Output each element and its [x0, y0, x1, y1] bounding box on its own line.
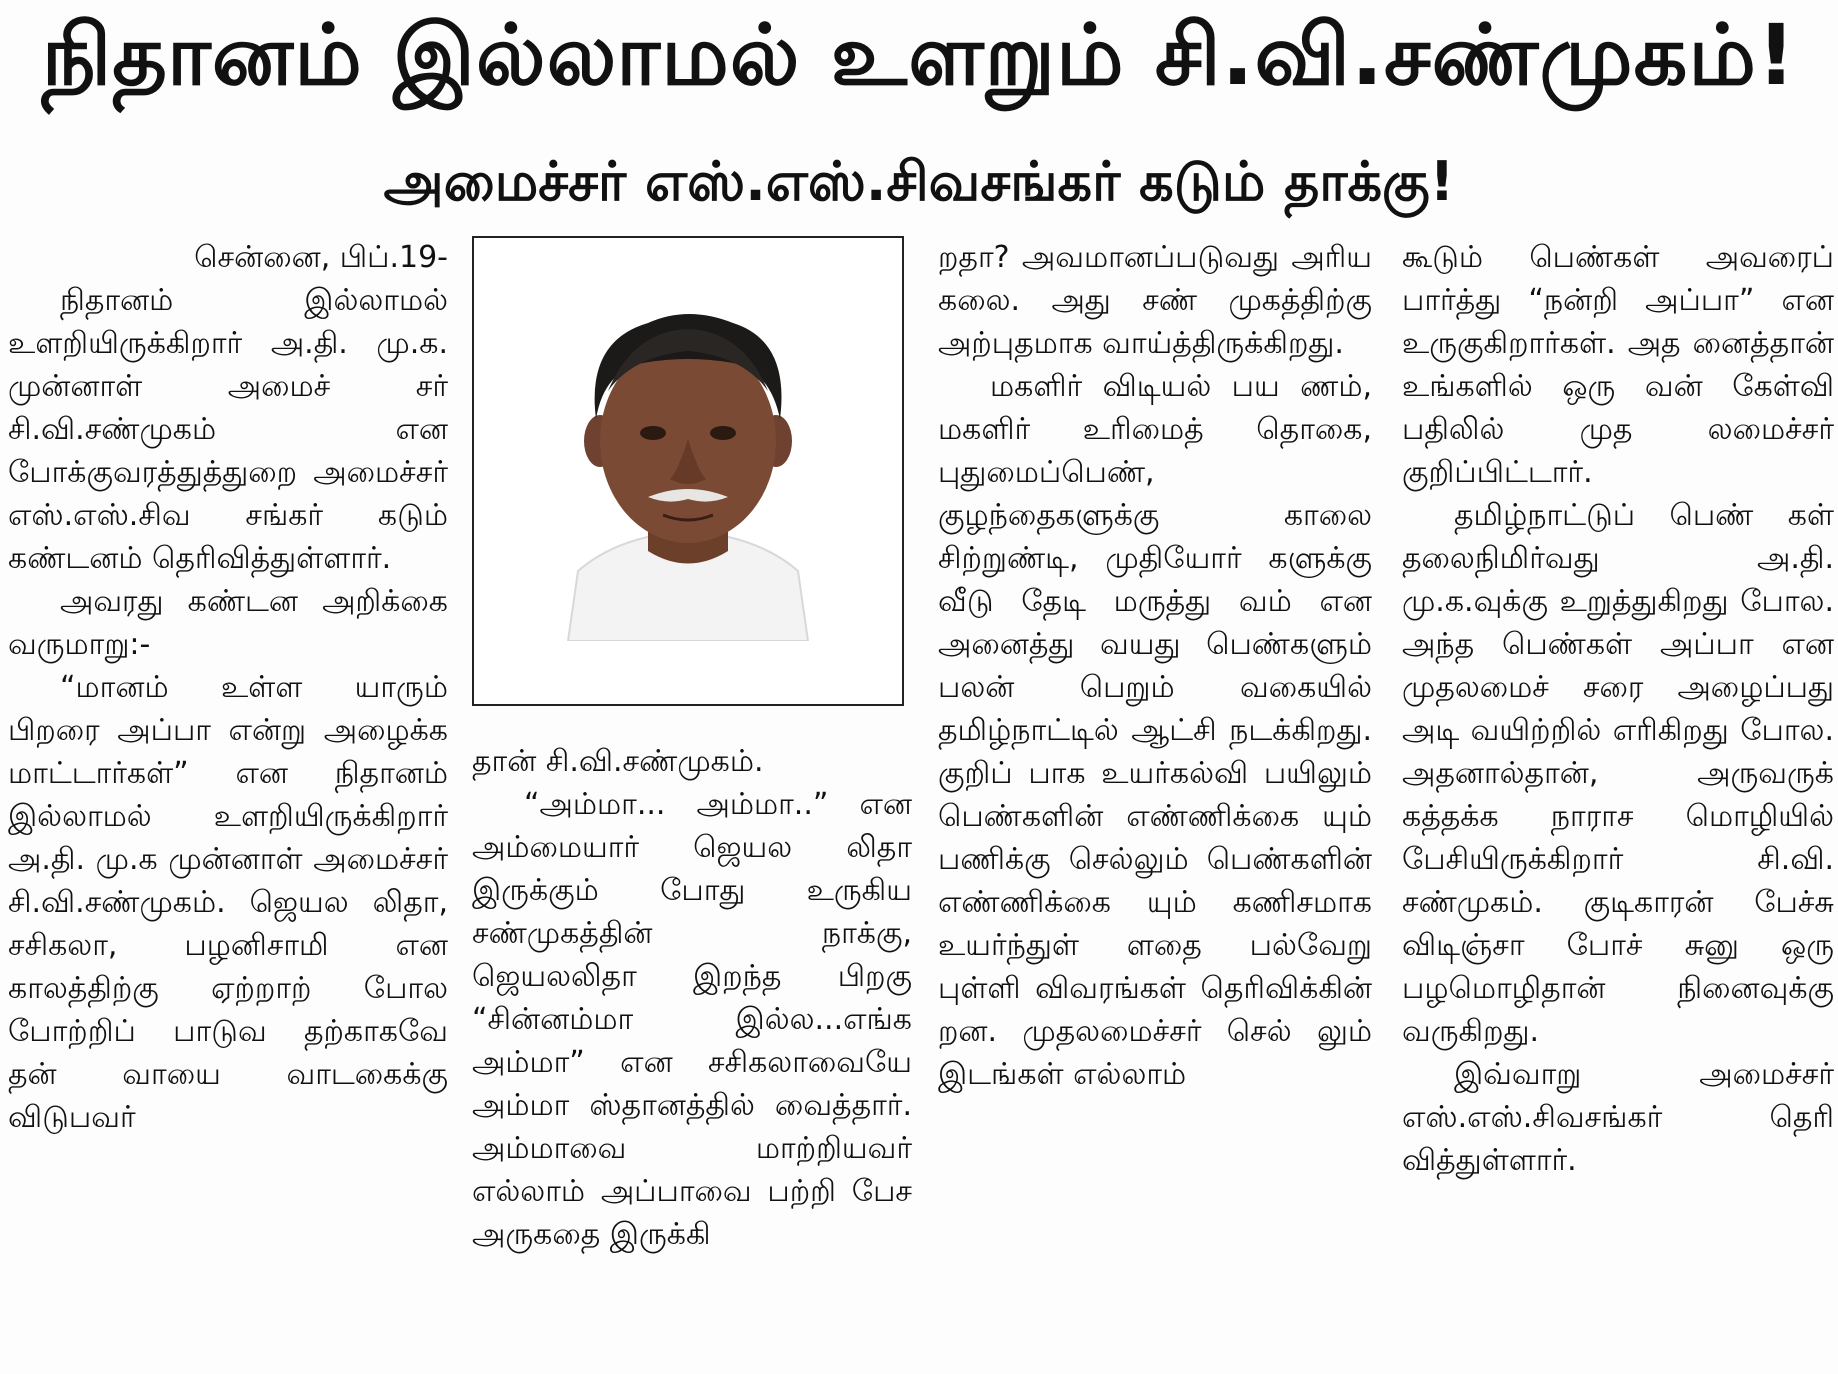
column1-paragraph-1: நிதானம் இல்லாமல் உளறியிருக்கிறார் அ.தி. மு.க. முன்னாள் அமைச் சர் சி.வி.சண்முகம் என போக்குவரத்துத்துறை அமைச்சர் எஸ்.எஸ்.சிவ சங்கர் கடும் கண்டனம் தெரிவித்துள்ளார்.: [8, 283, 448, 576]
portrait-photo-frame: [472, 236, 904, 706]
dateline: சென்னை, பிப்.19-: [194, 240, 448, 275]
subheadline: அமைச்சர் எஸ்.எஸ்.சிவசங்கர் கடும் தாக்கு!: [383, 150, 1455, 213]
column2-paragraph-2: “அம்மா... அம்மா..” என அம்மையார் ஜெயல லிதா இருக்கும் போது உருகிய சண்முகத்தின் நாக்கு, ஜெயலலிதா இறந்த பிறகு “சின்னம்மா இல்ல...எங்க அம்மா” என சசிகலாவையே அம்மா ஸ்தானத்தில் வைத்தார். அம்மாவை மாற்றியவர் எல்லாம் அப்பாவை பற்றி பேச அருகதை இருக்கி: [472, 787, 912, 1252]
column4-paragraph-1: கூடும் பெண்கள் அவரைப் பார்த்து “நன்றி அப்பா” என உருகுகிறார்கள். அத னைத்தான் உங்களில் ஒரு வன் கேள்வி பதிலில் முத லமைச்சர் குறிப்பிட்டார்.: [1402, 240, 1834, 490]
column4-paragraph-2: தமிழ்நாட்டுப் பெண் கள் தலைநிமிர்வது அ.தி. மு.க.வுக்கு உறுத்துகிறது போல. அந்த பெண்கள் அப்பா என முதலமைச் சரை அழைப்பது அடி வயிற்றில் எரிகிறது போல. அதனால்தான், அருவருக் கத்தக்க நாராச மொழியில் பேசியிருக்கிறார் சி.வி. சண்முகம். குடிகாரன் பேச்சு விடிஞ்சா போச் சுனு ஒரு பழமொழிதான் நினைவுக்கு வருகிறது.: [1402, 498, 1834, 1049]
column1-paragraph-2: அவரது கண்டன அறிக்கை வருமாறு:-: [8, 584, 448, 662]
column1-paragraph-3: “மானம் உள்ள யாரும் பிறரை அப்பா என்று அழைக்க மாட்டார்கள்” என நிதானம் இல்லாமல் உளறியிருக்கிறார் அ.தி. மு.க முன்னாள் அமைச்சர் சி.வி.சண்முகம். ஜெயல லிதா, சசிகலா, பழனிசாமி என காலத்திற்கு ஏற்றாற் போல போற்றிப் பாடுவ தற்காகவே தன் வாயை வாடகைக்கு விடுபவர்: [8, 670, 448, 1135]
column4-paragraph-3: இவ்வாறு அமைச்சர் எஸ்.எஸ்.சிவசங்கர் தெரி வித்துள்ளார்.: [1402, 1057, 1834, 1178]
column3-paragraph-2: மகளிர் விடியல் பய ணம், மகளிர் உரிமைத் தொகை, புதுமைப்பெண், குழந்தைகளுக்கு காலை சிற்றுண்டி, முதியோர் களுக்கு வீடு தேடி மருத்து வம் என அனைத்து வயது பெண்களும் பலன் பெறும் வகையில் தமிழ்நாட்டில் ஆட்சி நடக்கிறது. குறிப் பாக உயர்கல்வி பயிலும் பெண்களின் எண்ணிக்கை யும் பணிக்கு செல்லும் பெண்களின் எண்ணிக்கை யும் கணிசமாக உயர்ந்துள் ளதை பல்வேறு புள்ளி விவரங்கள் தெரிவிக்கின் றன. முதலமைச்சர் செல் லும் இடங்கள் எல்லாம்: [938, 369, 1372, 1092]
article-column-3: [938, 236, 1372, 1374]
article-column-4: [1402, 236, 1834, 1374]
article-column-1: [8, 236, 448, 1374]
column3-paragraph-1: றதா? அவமானப்படுவது அரிய கலை. அது சண் முகத்திற்கு அற்புதமாக வாய்த்திருக்கிறது.: [938, 240, 1372, 361]
column2-paragraph-1: தான் சி.வி.சண்முகம்.: [472, 744, 764, 779]
headline: நிதானம் இல்லாமல் உளறும் சி.வி.சண்முகம்!: [41, 6, 1797, 104]
portrait-photo: [538, 301, 838, 641]
article-column-2: [472, 236, 912, 1374]
